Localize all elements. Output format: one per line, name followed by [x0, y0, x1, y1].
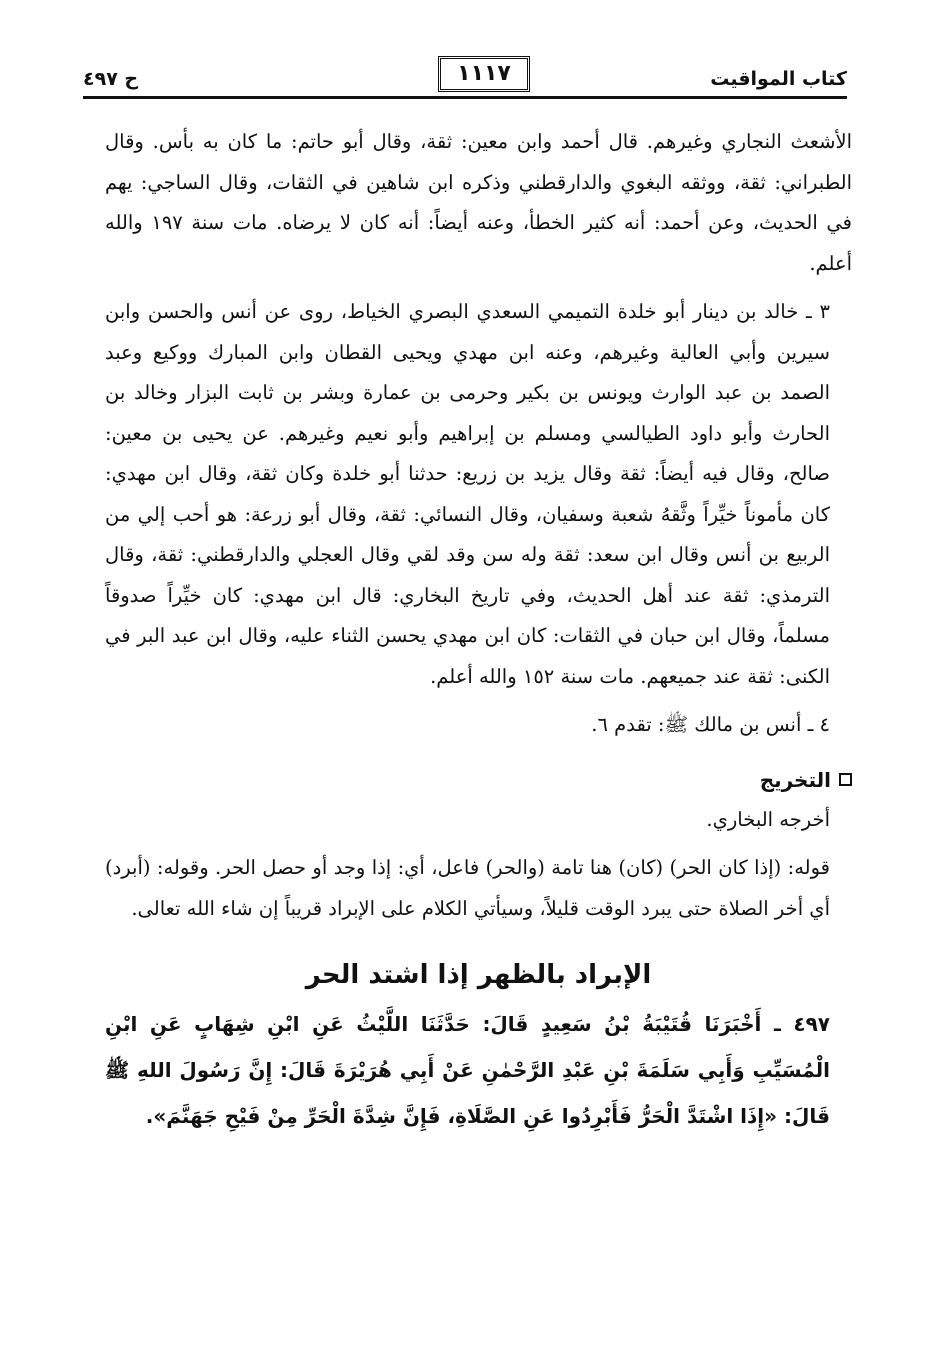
takhrij-text: أخرجه البخاري.	[706, 807, 830, 831]
book-title: كتاب المواقيت	[710, 68, 847, 90]
narrator-paragraph-3: ٤ ـ أنس بن مالك ﷺ: تقدم ٦.	[591, 713, 830, 736]
running-header	[83, 61, 847, 98]
narrator-paragraph-2: ٣ ـ خالد بن دينار أبو خلدة التميمي السعدي البصري الخياط، روى عن أنس والحسن وابن سيرين وأبي العالية وغيرهم، وعنه ابن مهدي ويحيى القطان وابن المبارك ووكيع وعبد الصمد بن عبد الوارث ويونس بن بكير وحرمى بن عمارة وبشر بن ثابت البزار وخالد بن الحارث وأبو داود الطيالسي ومسلم بن إبراهيم وأبو نعيم وغيرهم. عن يحيى بن معين: صالح، وقال فيه أيضاً: ثقة وقال يزيد بن زريع: حدثنا أبو خلدة وكان ثقة، وقال ابن مهدي: كان مأموناً خيِّراً وثَّقهُ شعبة وسفيان، وقال النسائي: ثقة، وقال أبو زرعة: هو أحب إلي من الربيع بن أنس وقال ابن سعد: ثقة وله سن وقد لقي وقال العجلي والدارقطني: ثقة، وقال الترمذي: ثقة عند أهل الحديث، وفي تاريخ البخاري: قال ابن مهدي: كان خيِّراً صدوقاً مسلماً، وقال ابن حبان في الثقات: كان ابن مهدي يحسن الثناء عليه، وقال ابن عبد البر في الكنى: ثقة عند جميعهم. مات سنة ١٥٢ والله أعلم.	[105, 300, 830, 688]
commentary-paragraph: قوله: (إذا كان الحر) (كان) هنا تامة (والحر) فاعل، أي: إذا وجد أو حصل الحر. وقوله: (أبرد) أي أخر الصلاة حتى يبرد الوقت قليلاً، وسيأتي الكلام على الإبراد قريباً إن شاء الله تعالى.	[105, 856, 830, 920]
page-content	[105, 122, 852, 1139]
takhrij-heading	[105, 760, 852, 800]
hadith-text: ٤٩٧ ـ أَخْبَرَنَا قُتَيْبَةُ بْنُ سَعِيدٍ قَالَ: حَدَّثَنَا اللَّيْثُ عَنِ ابْنِ شِهَابٍ عَنِ ابْنِ الْمُسَيِّبِ وَأَبِي سَلَمَةَ بْنِ عَبْدِ الرَّحْمٰنِ عَنْ أَبِي هُرَيْرَةَ قَالَ: إِنَّ رَسُولَ اللهِ ﷺ قَالَ: «إِذَا اشْتَدَّ الْحَرُّ فَأَبْرِدُوا عَنِ الصَّلَاةِ، فَإِنَّ شِدَّةَ الْحَرِّ مِنْ فَيْحِ جَهَنَّمَ».	[105, 1012, 830, 1128]
takhrij-heading-label: التخريج	[759, 767, 831, 792]
square-bullet-icon	[839, 773, 852, 786]
narrator-paragraph-1: الأشعث النجاري وغيرهم. قال أحمد وابن معين: ثقة، وقال أبو حاتم: ما كان به بأس. وقال الطبراني: ثقة، ووثقه البغوي والدارقطني وذكره ابن شاهين في الثقات، وقال الساجي: يهم في الحديث، وعن أحمد: أنه كثير الخطأ، وعنه أيضاً: أنه كان لا يرضاه. مات سنة ١٩٧ والله أعلم.	[105, 130, 853, 275]
chapter-title: الإبراد بالظهر إذا اشتد الحر	[305, 960, 652, 990]
hadith-reference: ح ٤٩٧	[83, 68, 139, 90]
page-number: ١١١٧	[438, 56, 530, 92]
header-divider	[83, 96, 847, 99]
